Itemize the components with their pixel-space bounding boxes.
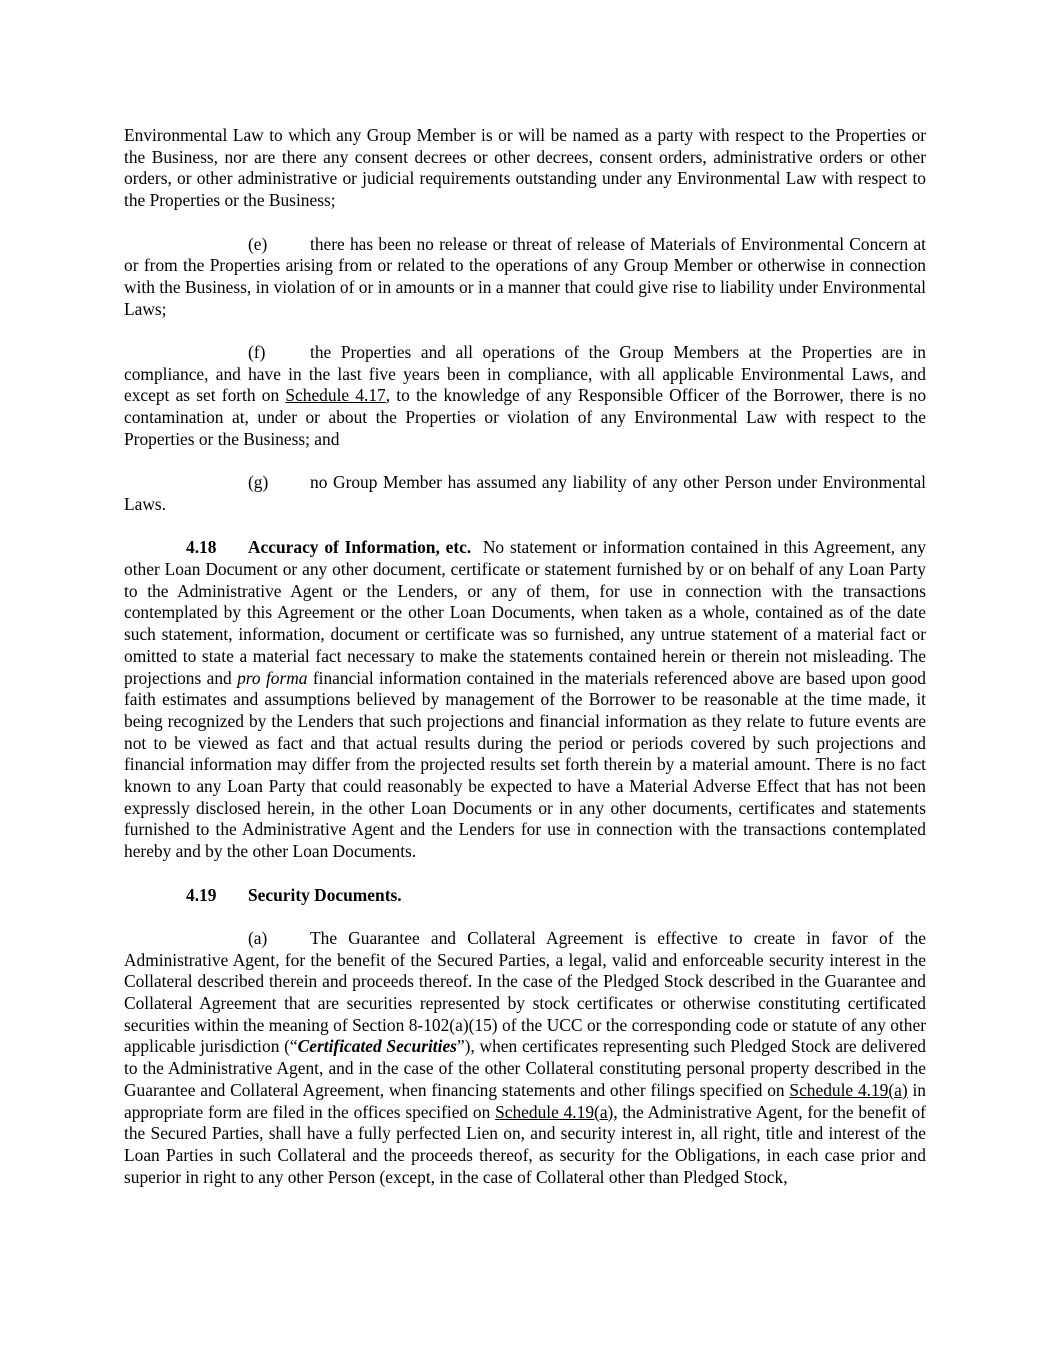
paragraph-4-19-a <box>124 928 926 1188</box>
section-4-19-heading <box>124 885 926 907</box>
paragraph-spacer <box>124 516 926 538</box>
paragraph-d-continuation <box>124 125 926 212</box>
paragraph-spacer <box>124 906 926 928</box>
paragraph-spacer <box>124 212 926 234</box>
paragraph-e <box>124 234 926 321</box>
paragraph-f-text-2: , to the knowledge of any Responsible Officer of the Borrower, there is no contamination at, under or about the Properties or violation of any Environmental Law with respect to the Properties or the Business; and <box>124 385 927 449</box>
paragraph-4-19-a-text-3: in appropriate form are filed in the offices specified on <box>124 1079 927 1122</box>
schedule-4-19a-reference-1: Schedule 4.19(a) <box>789 1079 908 1100</box>
paragraph-4-19-a-text-4: , the Administrative Agent, for the benefit of the Secured Parties, shall have a fully perfected Lien on, and security interest in, all right, title and interest of the Loan Parties in such Collateral and the proceeds thereof, as security for the Obligations, in each case prior and superior in right to any other Person (except, in the case of Collateral other than Pledged Stock, <box>124 1101 926 1187</box>
paragraph-d-text: Environmental Law to which any Group Member is or will be named as a party with respect to the Properties or the Business, nor are there any consent decrees or other decrees, consent orders, administrative orders or other orders, or other administrative or judicial requirements outstanding under any Environmental Law with respect to the Properties or the Business; <box>124 125 926 211</box>
paragraph-spacer <box>124 320 926 342</box>
certificated-securities-term: Certificated Securities <box>297 1036 457 1057</box>
schedule-4-17-reference: Schedule 4.17 <box>285 385 386 406</box>
paragraph-f <box>124 342 926 451</box>
section-4-19-number: 4.19 <box>186 884 217 905</box>
paragraph-spacer <box>124 451 926 473</box>
section-4-18-title: Accuracy of Information, etc. <box>248 537 472 558</box>
section-4-18-text-1: No statement or information contained in this Agreement, any other Loan Document or any other document, certificate or statement furnished by or on behalf of any Loan Party to the Administrative Agent or the Lenders, or any of them, for use in connection with the transactions contemplated by this Agreement or the other Loan Documents, when taken as a whole, contained as of the date such statement, information, document or certificate was so furnished, any untrue statement of a material fact or omitted to state a material fact necessary to make the statements contained herein or therein not misleading. The projections and <box>124 537 926 688</box>
paragraph-g <box>124 472 926 515</box>
paragraph-f-label: (f) <box>248 342 266 362</box>
paragraph-spacer <box>124 863 926 885</box>
paragraph-f-text-1: the Properties and all operations of the Group Members at the Properties are in compliance, and have in the last five years been in compliance, with all applicable Environmental Laws, and except as set forth on <box>124 342 926 406</box>
paragraph-4-19-a-text-2: ”), when certificates representing such Pledged Stock are delivered to the Administrative Agent, and in the case of the other Collateral constituting personal property described in the Guarantee and Collateral Agreement, when financing statements and other filings specified on <box>124 1036 926 1100</box>
schedule-4-19a-reference-2: Schedule 4.19(a) <box>495 1101 614 1122</box>
section-4-18 <box>124 537 926 863</box>
paragraph-g-text: no Group Member has assumed any liability of any other Person under Environmental Laws. <box>124 472 926 514</box>
paragraph-e-text: there has been no release or threat of release of Materials of Environmental Concern at or from the Properties arising from or related to the operations of any Group Member or otherwise in connection with the Business, in violation of or in amounts or in a manner that could give rise to liability under Environmental Laws; <box>124 233 926 319</box>
paragraph-4-19-a-label: (a) <box>248 927 268 948</box>
paragraph-4-19-a-text-1: The Guarantee and Collateral Agreement is effective to create in favor of the Administrative Agent, for the benefit of the Secured Parties, a legal, valid and enforceable security interest in the Collateral described therein and proceeds thereof. In the case of the Pledged Stock described in the Guarantee and Collateral Agreement that are securities represented by stock certificates or otherwise constituting certificated securities within the meaning of Section 8-102(a)(15) of the UCC or the corresponding code or statute of any other applicable jurisdiction (“ <box>124 927 926 1057</box>
section-4-19-title: Security Documents. <box>248 884 402 905</box>
document-page <box>124 125 926 1188</box>
pro-forma-italic: pro forma <box>237 667 308 688</box>
paragraph-e-label: (e) <box>248 233 268 254</box>
section-4-18-number: 4.18 <box>186 537 217 558</box>
section-4-18-text-2: financial information contained in the materials referenced above are based upon good faith estimates and assumptions believed by management of the Borrower to be reasonable at the time made, it being recognized by the Lenders that such projections and financial information as they relate to future events are not to be viewed as fact and that actual results during the period or periods covered by such projections and financial information may differ from the projected results set forth therein by a material amount. There is no fact known to any Loan Party that could reasonably be expected to have a Material Adverse Effect that has not been expressly disclosed herein, in the other Loan Documents or in any other documents, certificates and statements furnished to the Administrative Agent and the Lenders for use in connection with the transactions contemplated hereby and by the other Loan Documents. <box>124 667 926 862</box>
paragraph-g-label: (g) <box>248 472 269 493</box>
